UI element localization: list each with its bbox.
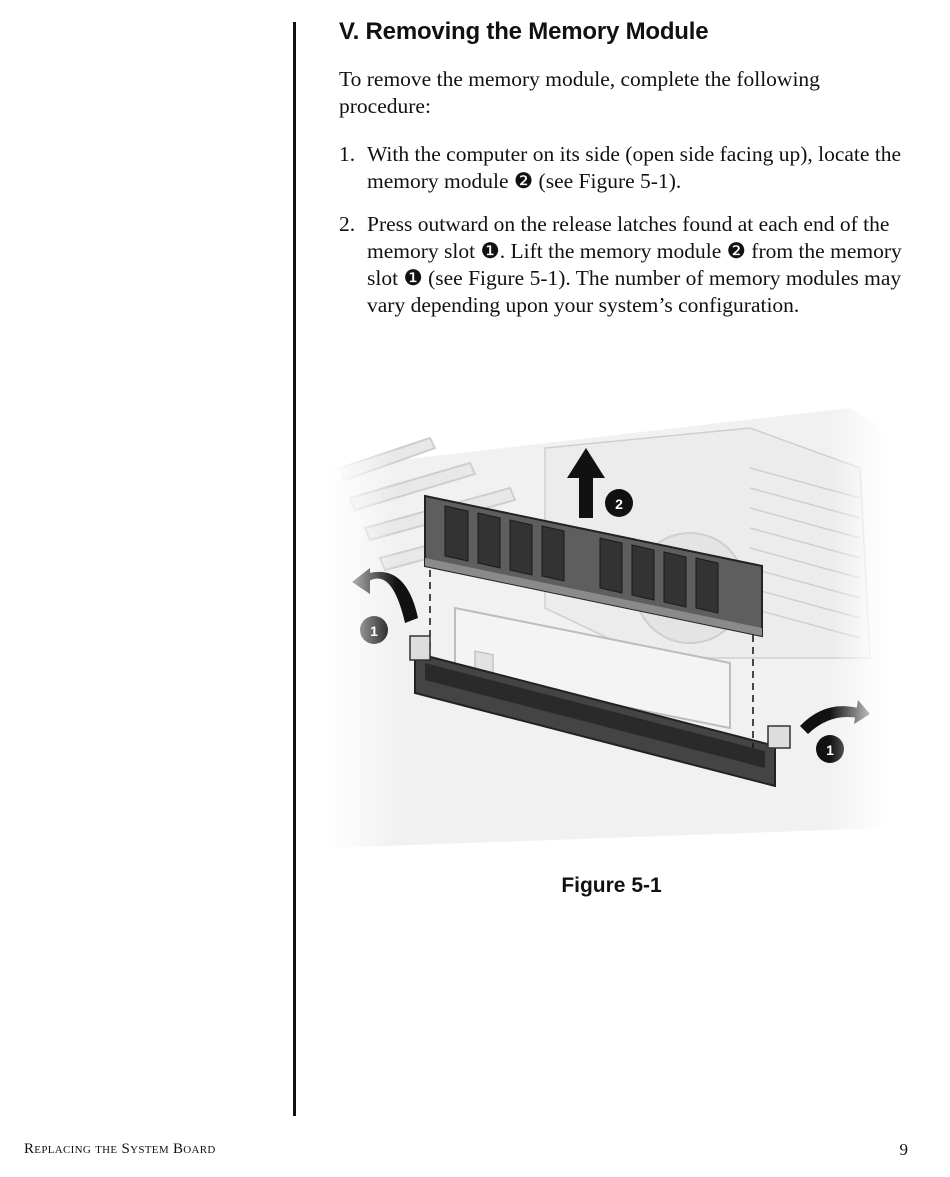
- intro-paragraph: To remove the memory module, complete the following procedure:: [339, 67, 820, 118]
- step-item: [339, 211, 914, 319]
- main-content: [339, 18, 914, 335]
- step-item: [339, 141, 914, 195]
- section-title: V. Removing the Memory Module: [339, 18, 709, 45]
- step-number: 1.: [339, 142, 356, 166]
- footer-chapter-title: Replacing the System Board: [24, 1141, 216, 1157]
- vertical-divider-rule: [293, 22, 296, 1116]
- figure-caption: Figure 5-1: [561, 874, 662, 897]
- step-text: With the computer on its side (open side facing up), locate the memory module ❷ (see Figure 5-1).: [367, 142, 902, 193]
- step-text: Press outward on the release latches found at each end of the memory slot ❶. Lift the memory module ❷ from the memory slot ❶ (see Figure 5-1). The number of memory modules may vary depending upon your system’s configuration.: [367, 212, 902, 317]
- page-number: 9: [899, 1140, 908, 1159]
- memory-module-illustration: [330, 408, 885, 848]
- procedure-steps: [339, 141, 914, 319]
- step-number: 2.: [339, 212, 356, 236]
